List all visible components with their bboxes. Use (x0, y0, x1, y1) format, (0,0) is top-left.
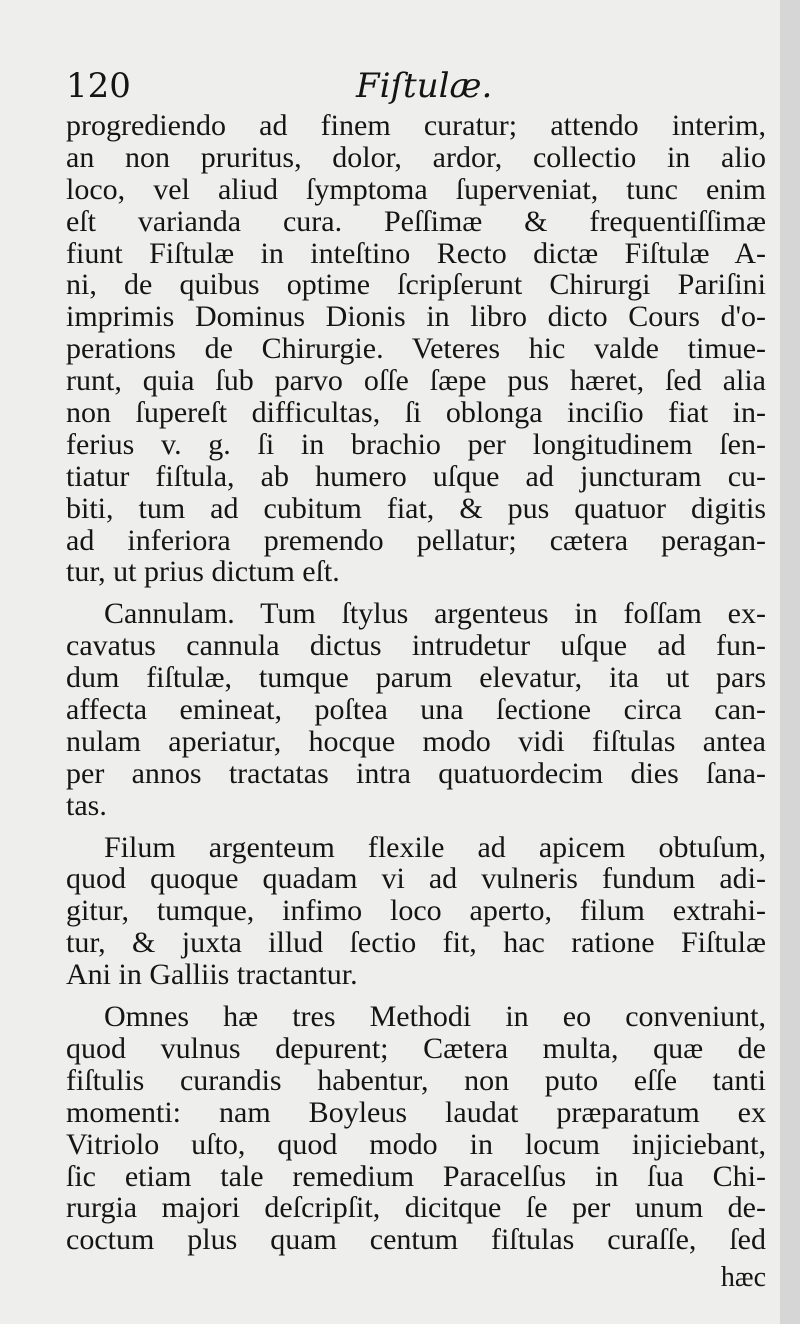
page-number: 120 (66, 66, 131, 106)
text-line: quod vulnus depurent; Cætera multa, quæ de (66, 1031, 766, 1065)
text-line: non ſupereſt difficultas, ſi oblonga inciſio fiat in- (66, 396, 766, 430)
catchword: hæc (720, 1262, 766, 1293)
text-line: rurgia majori deſcripſit, dicitque ſe per unum de- (66, 1191, 766, 1225)
text-line: tas. (66, 788, 107, 822)
text-line: perations de Chirurgie. Veteres hic valde timue- (66, 332, 766, 366)
text-line: eſt varianda cura. Peſſimæ & frequentiſſimæ (66, 204, 766, 238)
text-line: tur, & juxta illud ſectio fit, hac ratione Fiſtulæ (66, 926, 766, 960)
text-line: biti, tum ad cubitum fiat, & pus quatuor digitis (66, 491, 766, 525)
text-line: runt, quia ſub parvo oſſe ſæpe pus hæret, ſed alia (66, 364, 766, 398)
text-line: momenti: nam Boyleus laudat præparatum ex (66, 1095, 766, 1129)
text-line: Omnes hæ tres Methodi in eo conveniunt, (104, 1000, 766, 1034)
text-line: cavatus cannula dictus intrudetur uſque ad fun- (66, 629, 766, 663)
text-line: quod quoque quadam vi ad vulneris fundum adi- (66, 862, 766, 896)
text-line: affecta emineat, poſtea una ſectione circa can- (66, 693, 766, 727)
text-line: ſic etiam tale remedium Paracelſus in ſua Chi- (66, 1159, 766, 1193)
text-line: fiunt Fiſtulæ in inteſtino Recto dictæ Fiſtulæ A- (66, 236, 766, 270)
text-line: gitur, tumque, infimo loco aperto, filum extrahi- (66, 894, 766, 928)
page-header (66, 66, 766, 106)
text-line: ferius v. g. ſi in brachio per longitudinem ſen- (66, 427, 766, 461)
text-line: an non pruritus, dolor, ardor, collectio in alio (66, 140, 766, 174)
text-line: coctum plus quam centum fiſtulas curaſſe, ſed (66, 1223, 766, 1257)
text-line: Vitriolo uſto, quod modo in locum injiciebant, (66, 1127, 766, 1161)
text-line: imprimis Dominus Dionis in libro dicto Cours d'o- (66, 300, 766, 334)
text-line: per annos tractatas intra quatuordecim dies ſana- (66, 756, 766, 790)
text-line: ad inferiora premendo pellatur; cætera peragan- (66, 523, 766, 557)
text-line: nulam aperiatur, hocque modo vidi fiſtulas antea (66, 724, 766, 758)
text-line: tiatur fiſtula, ab humero uſque ad juncturam cu- (66, 459, 766, 493)
text-line: loco, vel aliud ſymptoma ſuperveniat, tunc enim (66, 172, 766, 206)
text-line: Filum argenteum flexile ad apicem obtuſum, (104, 830, 766, 864)
text-body (66, 110, 766, 1256)
text-line: dum fiſtulæ, tumque parum elevatur, ita ut pars (66, 661, 766, 695)
running-title: Fiſtulæ. (356, 66, 493, 106)
text-line: ni, de quibus optime ſcripſerunt Chirurgi Pariſini (66, 268, 766, 302)
text-line: Cannulam. Tum ſtylus argenteus in foſſam ex- (104, 597, 766, 631)
text-line: Ani in Galliis tractantur. (66, 958, 358, 992)
text-line: fiſtulis curandis habentur, non puto eſſe tanti (66, 1063, 766, 1097)
text-line: progrediendo ad finem curatur; attendo interim, (66, 109, 766, 142)
text-line: tur, ut prius dictum eſt. (66, 555, 340, 589)
